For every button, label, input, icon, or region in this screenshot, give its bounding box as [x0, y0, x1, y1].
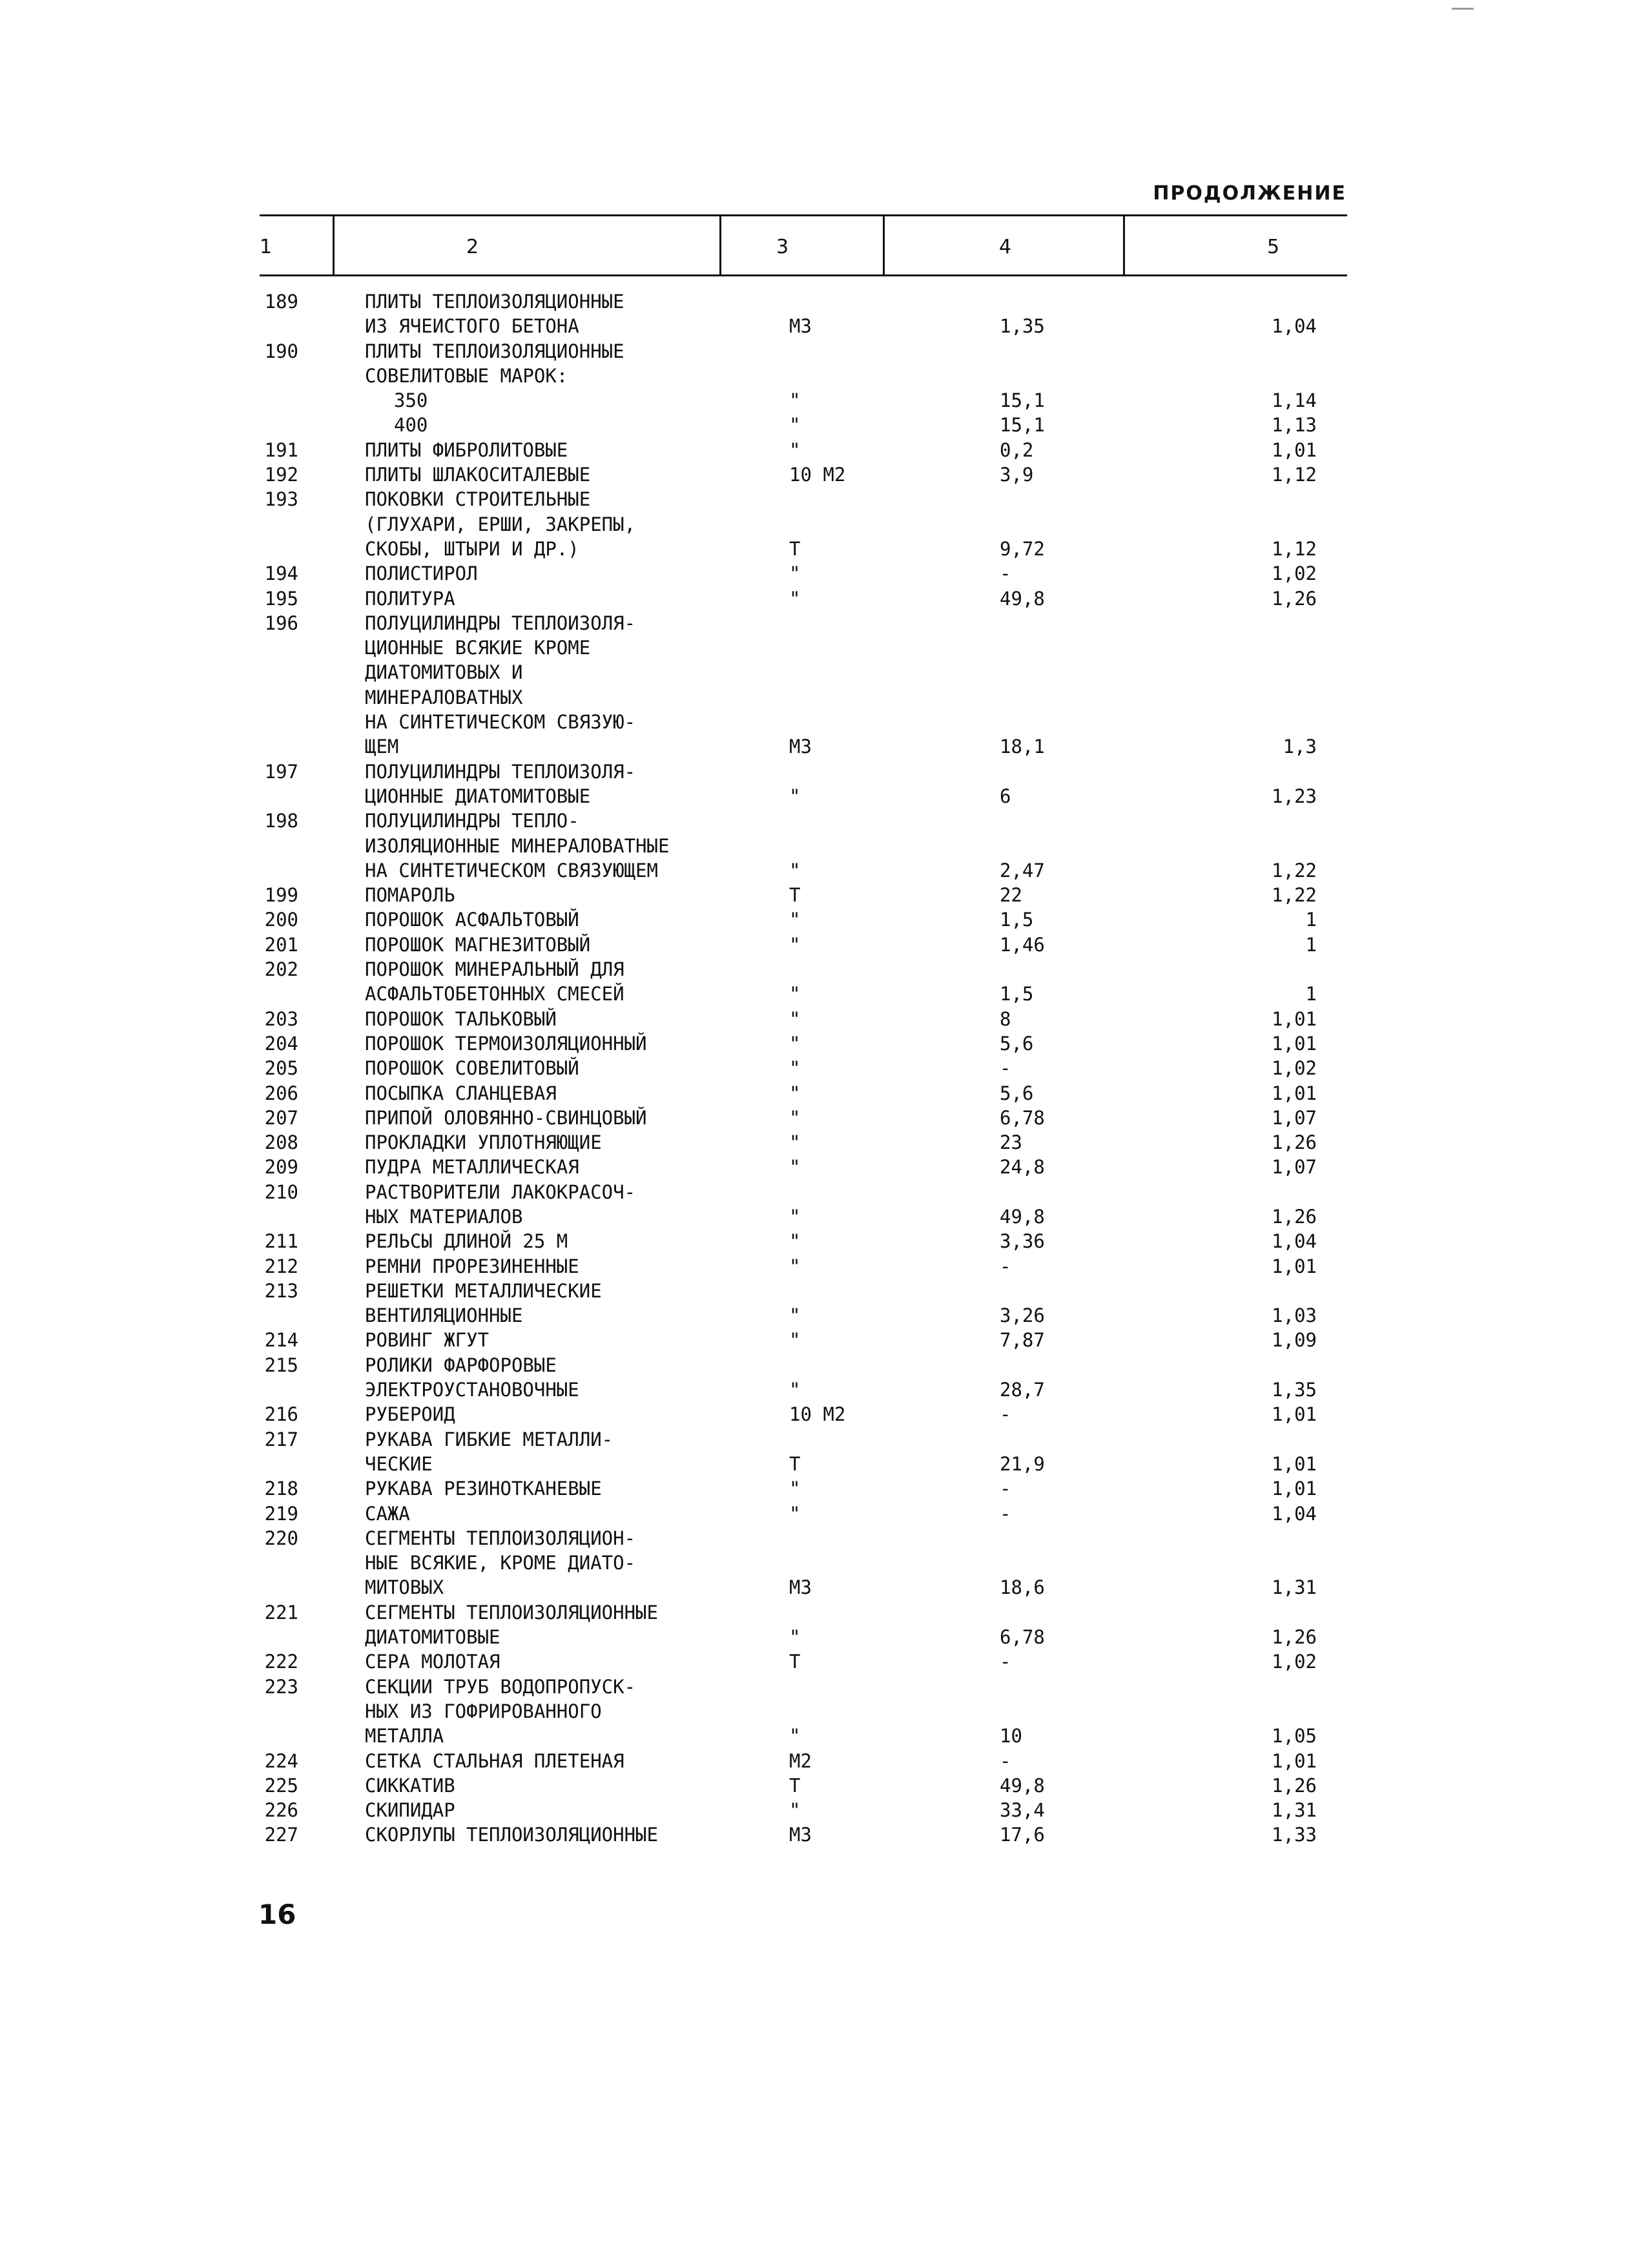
value-column-5: 1,33 — [1272, 1824, 1317, 1846]
row-number: 211 — [264, 1230, 298, 1253]
value-column-4: - — [1000, 1403, 1011, 1426]
row-number: 189 — [264, 291, 298, 313]
unit: " — [789, 859, 801, 881]
item-name: РУБЕРОИД — [365, 1403, 455, 1426]
column-header-5: 5 — [1267, 236, 1280, 258]
continuation-label: ПРОДОЛЖЕНИЕ — [1153, 182, 1346, 205]
table-body — [0, 289, 1650, 1848]
value-column-5: 1,09 — [1272, 1329, 1317, 1352]
table-row — [0, 982, 1650, 1006]
table-row — [0, 907, 1650, 932]
unit: Т — [789, 1774, 801, 1797]
row-number: 227 — [264, 1824, 298, 1846]
value-column-4: 49,8 — [1000, 1774, 1045, 1797]
value-column-4: 6,78 — [1000, 1626, 1045, 1649]
row-number: 193 — [264, 488, 298, 511]
row-number: 192 — [264, 464, 298, 486]
row-number: 190 — [264, 340, 298, 362]
item-name: СЕТКА СТАЛЬНАЯ ПЛЕТЕНАЯ — [365, 1749, 624, 1772]
item-name: ПЛИТЫ ТЕПЛОИЗОЛЯЦИОННЫЕ — [365, 291, 624, 313]
column-divider — [1123, 216, 1125, 274]
item-name: СЕКЦИИ ТРУБ ВОДОПРОПУСК- — [365, 1675, 636, 1698]
value-column-5: 1,12 — [1272, 537, 1317, 560]
item-name: ПРИПОЙ ОЛОВЯННО-СВИНЦОВЫЙ — [365, 1106, 647, 1129]
table-row — [0, 784, 1650, 809]
table-row — [0, 883, 1650, 907]
value-column-5: 1,3 — [1283, 736, 1317, 758]
table-row — [0, 1427, 1650, 1452]
value-column-5: 1,02 — [1272, 562, 1317, 585]
unit: 10 М2 — [789, 464, 846, 486]
value-column-4: 8 — [1000, 1007, 1011, 1030]
value-column-4: 5,6 — [1000, 1082, 1034, 1104]
item-name: ПОРОШОК СОВЕЛИТОВЫЙ — [365, 1057, 579, 1080]
row-number: 222 — [264, 1651, 298, 1673]
table-row — [0, 1180, 1650, 1204]
column-divider — [333, 216, 335, 274]
item-name: ПОРОШОК ТАЛЬКОВЫЙ — [365, 1007, 557, 1030]
table-row — [0, 858, 1650, 883]
value-column-4: 28,7 — [1000, 1379, 1045, 1401]
value-column-4: - — [1000, 1057, 1011, 1080]
value-column-5: 1,23 — [1272, 785, 1317, 807]
value-column-4: - — [1000, 1651, 1011, 1673]
table-row — [0, 314, 1650, 338]
item-name: НЫХ МАТЕРИАЛОВ — [365, 1205, 523, 1228]
value-column-5: 1,31 — [1272, 1799, 1317, 1822]
row-number: 221 — [264, 1601, 298, 1624]
item-name: ИЗОЛЯЦИОННЫЕ МИНЕРАЛОВАТНЫЕ — [365, 834, 670, 857]
table-row — [0, 1625, 1650, 1649]
value-column-5: 1,26 — [1272, 587, 1317, 610]
unit: " — [789, 1205, 801, 1228]
value-column-5: 1,04 — [1272, 1230, 1317, 1253]
value-column-4: 49,8 — [1000, 1205, 1045, 1228]
table-row — [0, 1377, 1650, 1402]
value-column-5: 1,13 — [1272, 414, 1317, 437]
value-column-4: 15,1 — [1000, 414, 1045, 437]
row-number: 214 — [264, 1329, 298, 1352]
value-column-5: 1,26 — [1272, 1626, 1317, 1649]
value-column-4: 17,6 — [1000, 1824, 1045, 1846]
value-column-5: 1,01 — [1272, 1082, 1317, 1104]
value-column-5: 1,07 — [1272, 1106, 1317, 1129]
table-row — [0, 1724, 1650, 1748]
item-name: РЕМНИ ПРОРЕЗИНЕННЫЕ — [365, 1255, 579, 1277]
table-row — [0, 413, 1650, 437]
table-row — [0, 809, 1650, 833]
column-divider — [883, 216, 885, 274]
item-name: РЕШЕТКИ МЕТАЛЛИЧЕСКИЕ — [365, 1279, 602, 1302]
item-name: ПОРОШОК АСФАЛЬТОВЫЙ — [365, 909, 579, 931]
value-column-4: 9,72 — [1000, 537, 1045, 560]
row-number: 215 — [264, 1354, 298, 1376]
row-number: 198 — [264, 810, 298, 832]
row-number: 206 — [264, 1082, 298, 1104]
value-column-5: 1,07 — [1272, 1156, 1317, 1179]
table-row — [0, 1675, 1650, 1699]
unit: " — [789, 1329, 801, 1352]
table-row — [0, 1056, 1650, 1080]
unit: " — [789, 1007, 801, 1030]
table-row — [0, 1106, 1650, 1130]
table-row — [0, 1699, 1650, 1724]
item-name: ПОКОВКИ СТРОИТЕЛЬНЫЕ — [365, 488, 591, 511]
unit: " — [789, 1057, 801, 1080]
table-row — [0, 537, 1650, 561]
row-number: 225 — [264, 1774, 298, 1797]
value-column-4: - — [1000, 1478, 1011, 1500]
value-column-5: 1,01 — [1272, 1403, 1317, 1426]
item-name: СИККАТИВ — [365, 1774, 455, 1797]
scan-mark — [1452, 8, 1474, 10]
item-name: СЕГМЕНТЫ ТЕПЛОИЗОЛЯЦИОННЫЕ — [365, 1601, 658, 1624]
value-column-4: - — [1000, 1502, 1011, 1525]
table-row — [0, 1773, 1650, 1798]
item-name: АСФАЛЬТОБЕТОННЫХ СМЕСЕЙ — [365, 983, 624, 1005]
unit: " — [789, 562, 801, 585]
item-name: СКОРЛУПЫ ТЕПЛОИЗОЛЯЦИОННЫЕ — [365, 1824, 658, 1846]
row-number: 204 — [264, 1032, 298, 1055]
column-header-3: 3 — [776, 236, 789, 258]
item-name: СЕРА МОЛОТАЯ — [365, 1651, 500, 1673]
row-number: 201 — [264, 933, 298, 956]
unit: " — [789, 1379, 801, 1401]
value-column-5: 1,22 — [1272, 884, 1317, 907]
value-column-4: 18,1 — [1000, 736, 1045, 758]
table-row — [0, 512, 1650, 537]
unit: " — [789, 909, 801, 931]
table-row — [0, 834, 1650, 858]
value-column-5: 1,01 — [1272, 1007, 1317, 1030]
unit: " — [789, 983, 801, 1005]
item-name: ПОЛИСТИРОЛ — [365, 562, 478, 585]
value-column-5: 1,26 — [1272, 1205, 1317, 1228]
table-row — [0, 438, 1650, 462]
table-row — [0, 364, 1650, 388]
table-row — [0, 1798, 1650, 1822]
table-row — [0, 957, 1650, 982]
unit: " — [789, 389, 801, 412]
row-number: 224 — [264, 1749, 298, 1772]
item-name: МИТОВЫХ — [365, 1576, 444, 1599]
table-row — [0, 1229, 1650, 1253]
value-column-5: 1,02 — [1272, 1057, 1317, 1080]
table-row — [0, 710, 1650, 734]
table-row — [0, 1575, 1650, 1600]
value-column-4: 15,1 — [1000, 389, 1045, 412]
table-row — [0, 561, 1650, 586]
item-name: НЫЕ ВСЯКИЕ, КРОМЕ ДИАТО- — [365, 1552, 636, 1574]
value-column-5: 1 — [1305, 909, 1317, 931]
unit: М3 — [789, 1824, 812, 1846]
table-row — [0, 759, 1650, 784]
item-name: ВЕНТИЛЯЦИОННЫЕ — [365, 1304, 523, 1327]
item-name: СОВЕЛИТОВЫЕ МАРОК: — [365, 364, 568, 387]
value-column-4: 3,9 — [1000, 464, 1034, 486]
table-row — [0, 586, 1650, 611]
table-row — [0, 1402, 1650, 1427]
unit: " — [789, 1131, 801, 1154]
unit: " — [789, 1478, 801, 1500]
row-number: 202 — [264, 958, 298, 981]
value-column-5: 1,14 — [1272, 389, 1317, 412]
item-name: СКИПИДАР — [365, 1799, 455, 1822]
row-number: 220 — [264, 1527, 298, 1549]
value-column-5: 1,01 — [1272, 1478, 1317, 1500]
row-number: 200 — [264, 909, 298, 931]
row-number: 218 — [264, 1478, 298, 1500]
value-column-4: 10 — [1000, 1725, 1022, 1747]
value-column-5: 1,02 — [1272, 1651, 1317, 1673]
table-row — [0, 1649, 1650, 1674]
unit: " — [789, 1082, 801, 1104]
value-column-4: 1,5 — [1000, 983, 1034, 1005]
table-row — [0, 734, 1650, 759]
row-number: 197 — [264, 760, 298, 783]
value-column-4: 5,6 — [1000, 1032, 1034, 1055]
unit: М2 — [789, 1749, 812, 1772]
unit: " — [789, 1106, 801, 1129]
value-column-5: 1,04 — [1272, 315, 1317, 338]
table-row — [0, 1007, 1650, 1031]
value-column-5: 1,22 — [1272, 859, 1317, 881]
item-name: 400 — [394, 414, 428, 437]
item-name: ПОМАРОЛЬ — [365, 884, 455, 907]
table-row — [0, 487, 1650, 511]
item-name: ПЛИТЫ ФИБРОЛИТОВЫЕ — [365, 438, 568, 461]
item-name: ПОЛУЦИЛИНДРЫ ТЕПЛО- — [365, 810, 579, 832]
unit: " — [789, 1156, 801, 1179]
item-name: САЖА — [365, 1502, 410, 1525]
table-row — [0, 1031, 1650, 1056]
table-row — [0, 1353, 1650, 1377]
column-header-1: 1 — [260, 236, 273, 258]
unit: " — [789, 1304, 801, 1327]
item-name: ПУДРА МЕТАЛЛИЧЕСКАЯ — [365, 1156, 579, 1179]
column-header-2: 2 — [466, 236, 479, 258]
row-number: 208 — [264, 1131, 298, 1154]
item-name: НА СИНТЕТИЧЕСКОМ СВЯЗУЮЩЕМ — [365, 859, 658, 881]
value-column-5: 1,04 — [1272, 1502, 1317, 1525]
column-divider — [719, 216, 721, 274]
table-row — [0, 1600, 1650, 1625]
item-name: СЕГМЕНТЫ ТЕПЛОИЗОЛЯЦИОН- — [365, 1527, 636, 1549]
table-row — [0, 660, 1650, 685]
table-header — [260, 214, 1347, 276]
item-name: ДИАТОМИТОВЫХ И — [365, 661, 523, 684]
item-name: РОЛИКИ ФАРФОРОВЫЕ — [365, 1354, 557, 1376]
row-number: 194 — [264, 562, 298, 585]
page-number: 16 — [258, 1899, 296, 1930]
table-row — [0, 1081, 1650, 1106]
unit: " — [789, 1032, 801, 1055]
row-number: 196 — [264, 612, 298, 634]
value-column-4: 1,5 — [1000, 909, 1034, 931]
value-column-5: 1 — [1305, 933, 1317, 956]
value-column-5: 1,12 — [1272, 464, 1317, 486]
item-name: СКОБЫ, ШТЫРИ И ДР.) — [365, 537, 579, 560]
value-column-4: 1,35 — [1000, 315, 1045, 338]
unit: Т — [789, 884, 801, 907]
item-name: ДИАТОМИТОВЫЕ — [365, 1626, 500, 1649]
unit: М3 — [789, 315, 812, 338]
value-column-4: 21,9 — [1000, 1452, 1045, 1475]
row-number: 216 — [264, 1403, 298, 1426]
value-column-4: 2,47 — [1000, 859, 1045, 881]
item-name: ПРОКЛАДКИ УПЛОТНЯЮЩИЕ — [365, 1131, 602, 1154]
item-name: НЫХ ИЗ ГОФРИРОВАННОГО — [365, 1700, 602, 1722]
value-column-5: 1,26 — [1272, 1131, 1317, 1154]
item-name: ПОЛУЦИЛИНДРЫ ТЕПЛОИЗОЛЯ- — [365, 612, 636, 634]
table-row — [0, 1204, 1650, 1229]
value-column-5: 1,03 — [1272, 1304, 1317, 1327]
row-number: 199 — [264, 884, 298, 907]
table-row — [0, 462, 1650, 487]
item-name: 350 — [394, 389, 428, 412]
unit: М3 — [789, 1576, 812, 1599]
item-name: РУКАВА ГИБКИЕ МЕТАЛЛИ- — [365, 1428, 614, 1450]
value-column-4: 24,8 — [1000, 1156, 1045, 1179]
row-number: 212 — [264, 1255, 298, 1277]
table-row — [0, 1476, 1650, 1501]
item-name: МИНЕРАЛОВАТНЫХ — [365, 686, 523, 708]
unit: " — [789, 438, 801, 461]
item-name: ПОРОШОК МИНЕРАЛЬНЫЙ ДЛЯ — [365, 958, 624, 981]
unit: " — [789, 1502, 801, 1525]
unit: Т — [789, 1651, 801, 1673]
unit: " — [789, 785, 801, 807]
table-row — [0, 685, 1650, 710]
row-number: 191 — [264, 438, 298, 461]
row-number: 210 — [264, 1180, 298, 1203]
item-name: ЦИОННЫЕ ВСЯКИЕ КРОМЕ — [365, 637, 591, 659]
row-number: 223 — [264, 1675, 298, 1698]
item-name: (ГЛУХАРИ, ЕРШИ, ЗАКРЕПЫ, — [365, 513, 636, 535]
column-header-4: 4 — [999, 236, 1012, 258]
item-name: ПОСЫПКА СЛАНЦЕВАЯ — [365, 1082, 557, 1104]
table-row — [0, 289, 1650, 314]
value-column-4: 18,6 — [1000, 1576, 1045, 1599]
table-row — [0, 1303, 1650, 1328]
item-name: ЦИОННЫЕ ДИАТОМИТОВЫЕ — [365, 785, 591, 807]
table-row — [0, 339, 1650, 364]
item-name: РЕЛЬСЫ ДЛИНОЙ 25 М — [365, 1230, 568, 1253]
item-name: ПОЛИТУРА — [365, 587, 455, 610]
row-number: 207 — [264, 1106, 298, 1129]
row-number: 213 — [264, 1279, 298, 1302]
unit: " — [789, 1230, 801, 1253]
row-number: 209 — [264, 1156, 298, 1179]
table-row — [0, 1452, 1650, 1476]
row-number: 205 — [264, 1057, 298, 1080]
unit: 10 М2 — [789, 1403, 846, 1426]
table-row — [0, 1749, 1650, 1773]
item-name: РУКАВА РЕЗИНОТКАНЕВЫЕ — [365, 1478, 602, 1500]
item-name: ЭЛЕКТРОУСТАНОВОЧНЫЕ — [365, 1379, 579, 1401]
value-column-4: - — [1000, 562, 1011, 585]
value-column-5: 1,05 — [1272, 1725, 1317, 1747]
value-column-4: 6,78 — [1000, 1106, 1045, 1129]
value-column-4: 23 — [1000, 1131, 1022, 1154]
table-row — [0, 1551, 1650, 1575]
item-name: РОВИНГ ЖГУТ — [365, 1329, 490, 1352]
value-column-5: 1,01 — [1272, 1749, 1317, 1772]
item-name: РАСТВОРИТЕЛИ ЛАКОКРАСОЧ- — [365, 1180, 636, 1203]
value-column-4: 33,4 — [1000, 1799, 1045, 1822]
value-column-5: 1,31 — [1272, 1576, 1317, 1599]
item-name: ПОРОШОК ТЕРМОИЗОЛЯЦИОННЫЙ — [365, 1032, 647, 1055]
value-column-4: 7,87 — [1000, 1329, 1045, 1352]
table-row — [0, 1526, 1650, 1551]
table-row — [0, 1155, 1650, 1179]
value-column-4: - — [1000, 1255, 1011, 1277]
row-number: 226 — [264, 1799, 298, 1822]
table-row — [0, 611, 1650, 635]
value-column-4: 3,36 — [1000, 1230, 1045, 1253]
unit: " — [789, 933, 801, 956]
item-name: ПОЛУЦИЛИНДРЫ ТЕПЛОИЗОЛЯ- — [365, 760, 636, 783]
table-row — [0, 1328, 1650, 1352]
item-name: ИЗ ЯЧЕИСТОГО БЕТОНА — [365, 315, 579, 338]
value-column-4: 0,2 — [1000, 438, 1034, 461]
row-number: 219 — [264, 1502, 298, 1525]
value-column-5: 1,01 — [1272, 1032, 1317, 1055]
value-column-5: 1,26 — [1272, 1774, 1317, 1797]
table-row — [0, 1279, 1650, 1303]
unit: " — [789, 414, 801, 437]
unit: Т — [789, 537, 801, 560]
unit: " — [789, 1255, 801, 1277]
item-name: МЕТАЛЛА — [365, 1725, 444, 1747]
row-number: 203 — [264, 1007, 298, 1030]
value-column-4: 22 — [1000, 884, 1022, 907]
value-column-5: 1,35 — [1272, 1379, 1317, 1401]
value-column-4: 3,26 — [1000, 1304, 1045, 1327]
table-row — [0, 388, 1650, 413]
value-column-4: - — [1000, 1749, 1011, 1772]
item-name: ЧЕСКИЕ — [365, 1452, 433, 1475]
unit: " — [789, 587, 801, 610]
unit: " — [789, 1799, 801, 1822]
value-column-4: 49,8 — [1000, 587, 1045, 610]
row-number: 195 — [264, 587, 298, 610]
item-name: НА СИНТЕТИЧЕСКОМ СВЯЗУЮ- — [365, 711, 636, 734]
item-name: ЩЕМ — [365, 736, 399, 758]
value-column-5: 1 — [1305, 983, 1317, 1005]
item-name: ПЛИТЫ ШЛАКОСИТАЛЕВЫЕ — [365, 464, 591, 486]
table-row — [0, 1254, 1650, 1279]
value-column-4: 6 — [1000, 785, 1011, 807]
unit: " — [789, 1725, 801, 1747]
value-column-5: 1,01 — [1272, 1255, 1317, 1277]
item-name: ПОРОШОК МАГНЕЗИТОВЫЙ — [365, 933, 591, 956]
row-number: 217 — [264, 1428, 298, 1450]
unit: Т — [789, 1452, 801, 1475]
value-column-4: 1,46 — [1000, 933, 1045, 956]
unit: " — [789, 1626, 801, 1649]
table-row — [0, 1822, 1650, 1847]
unit: М3 — [789, 736, 812, 758]
table-row — [0, 635, 1650, 660]
value-column-5: 1,01 — [1272, 438, 1317, 461]
value-column-5: 1,01 — [1272, 1452, 1317, 1475]
item-name: ПЛИТЫ ТЕПЛОИЗОЛЯЦИОННЫЕ — [365, 340, 624, 362]
table-row — [0, 933, 1650, 957]
table-row — [0, 1130, 1650, 1155]
table-row — [0, 1501, 1650, 1526]
